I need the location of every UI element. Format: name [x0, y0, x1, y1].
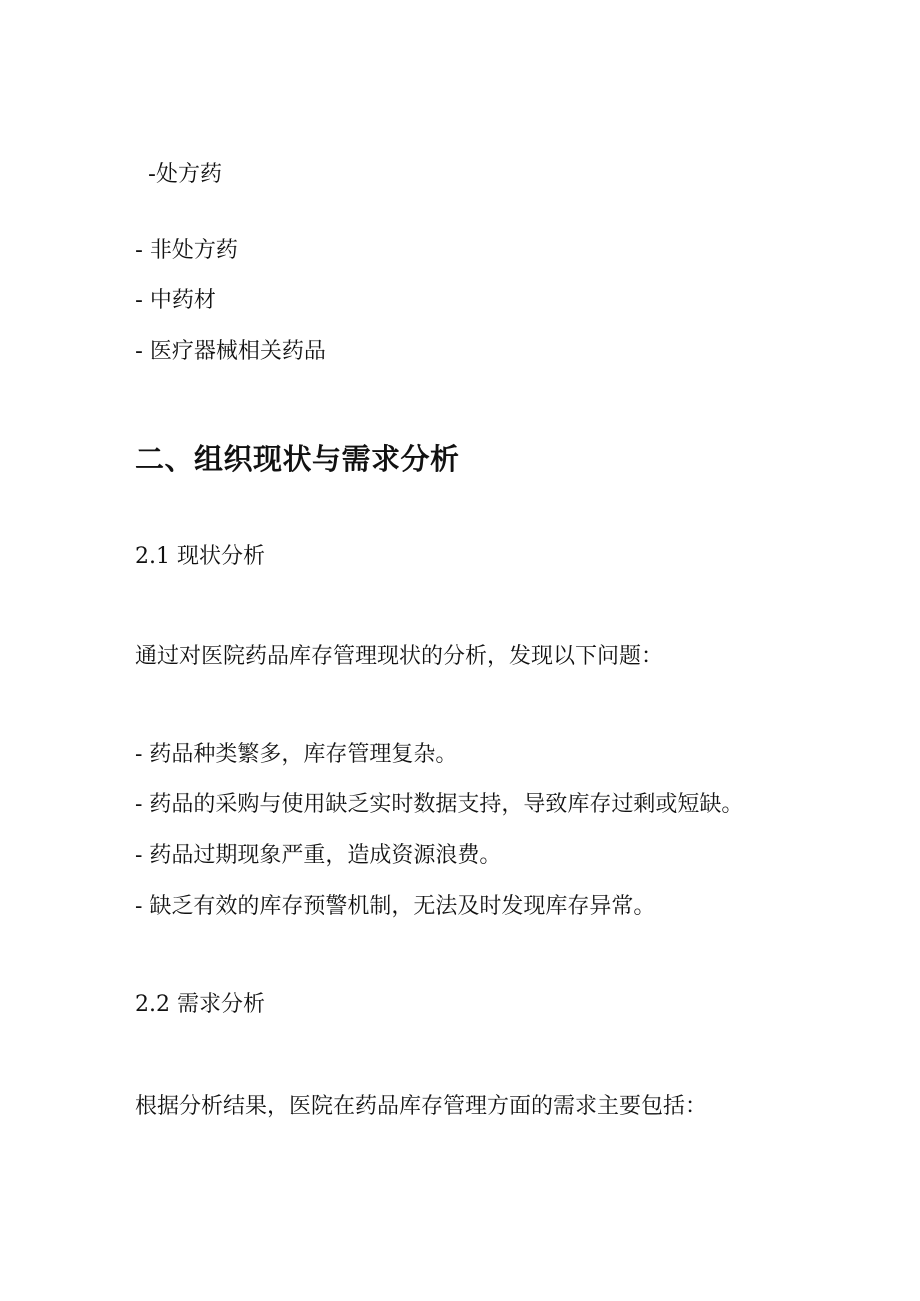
subsection-heading-status: 2.1 现状分析: [135, 544, 265, 569]
list-item-chinese-herbs: - 中药材: [135, 288, 216, 313]
paragraph-status-intro: 通过对医院药品库存管理现状的分析，发现以下问题：: [135, 644, 664, 669]
list-item-otc-drugs: - 非处方药: [135, 238, 238, 263]
subsection-heading-requirements: 2.2 需求分析: [135, 992, 265, 1017]
problem-item: - 药品种类繁多，库存管理复杂。: [135, 742, 458, 767]
problem-item: - 缺乏有效的库存预警机制，无法及时发现库存异常。: [135, 894, 656, 919]
list-item-prescription-drugs: -处方药: [148, 162, 222, 187]
problem-item: - 药品的采购与使用缺乏实时数据支持，导致库存过剩或短缺。: [135, 792, 744, 817]
list-item-medical-device-drugs: - 医疗器械相关药品: [135, 339, 326, 364]
paragraph-requirements-intro: 根据分析结果，医院在药品库存管理方面的需求主要包括：: [135, 1094, 708, 1119]
section-heading: 二、组织现状与需求分析: [135, 442, 460, 476]
problem-item: - 药品过期现象严重，造成资源浪费。: [135, 843, 502, 868]
